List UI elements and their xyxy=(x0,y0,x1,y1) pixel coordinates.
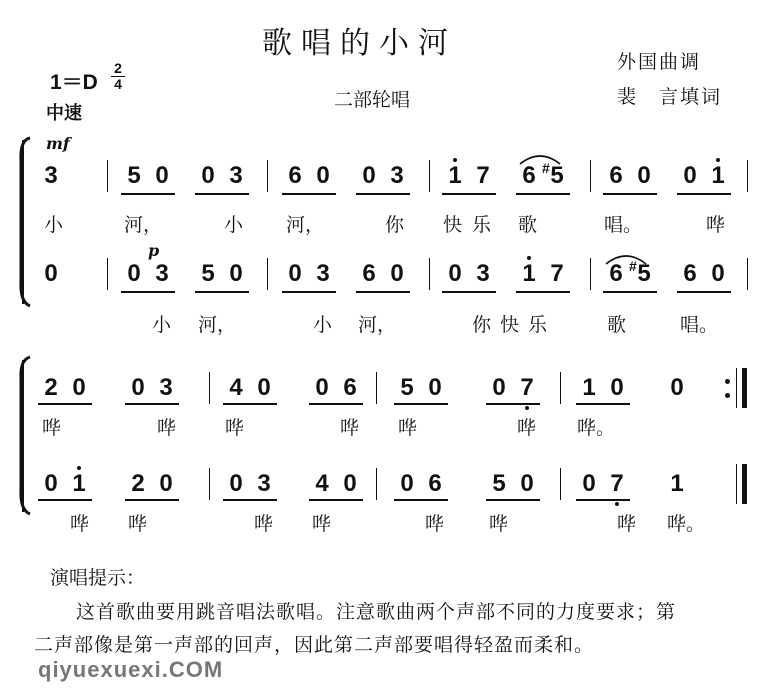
note: 3 xyxy=(476,260,490,287)
beam xyxy=(223,499,277,501)
note: 0 xyxy=(343,470,357,497)
composer-credit: 外国曲调 xyxy=(617,51,702,73)
barline xyxy=(107,160,108,192)
note: 0 xyxy=(711,260,725,287)
note: 6 xyxy=(343,374,357,401)
note: 0 xyxy=(683,162,697,189)
lyric: 哗 xyxy=(517,417,537,439)
note: 0 xyxy=(288,260,302,287)
lyric: 快 xyxy=(500,314,520,336)
lyric: 你 xyxy=(472,314,492,336)
note: 1 xyxy=(670,470,684,497)
beam xyxy=(576,403,630,405)
beam xyxy=(282,193,336,195)
note-sharp: # 5 xyxy=(542,160,564,189)
note-digit: 7 xyxy=(520,374,534,401)
final-barline-thin xyxy=(736,368,737,408)
barline xyxy=(267,258,268,290)
note: 6 xyxy=(609,162,623,189)
beam xyxy=(603,193,657,195)
time-signature-numerator: 2 xyxy=(114,60,122,76)
repeat-dot xyxy=(725,379,730,384)
note: 0 xyxy=(637,162,651,189)
barline xyxy=(209,468,210,500)
final-barline-thin xyxy=(736,464,737,504)
beam xyxy=(309,403,363,405)
lyric: 哗 xyxy=(157,417,177,439)
note: 7 xyxy=(550,260,564,287)
lyric: 哗 xyxy=(398,417,418,439)
lyric: 哗 xyxy=(42,417,62,439)
note-sharp: # 5 xyxy=(629,258,651,287)
barline xyxy=(747,160,748,192)
lyric: 哗 xyxy=(128,513,148,535)
lyric: 哗 xyxy=(706,214,726,236)
beam xyxy=(38,403,92,405)
lyric: 河， xyxy=(198,314,237,336)
note: 6 xyxy=(362,260,376,287)
note: 3 xyxy=(44,162,58,189)
note-digit: 7 xyxy=(610,470,624,497)
note: 1 xyxy=(582,374,596,401)
lyric: 哗 xyxy=(70,513,90,535)
beam xyxy=(125,499,179,501)
beam xyxy=(121,291,175,293)
note: 4 xyxy=(229,374,243,401)
lyric: 河， xyxy=(124,214,163,236)
note: 0 xyxy=(362,162,376,189)
note: 5 xyxy=(492,470,506,497)
barline xyxy=(267,160,268,192)
lyric: 哗 xyxy=(254,513,274,535)
note-low xyxy=(518,376,536,400)
lyric: 哗 xyxy=(225,417,245,439)
note: 0 xyxy=(201,162,215,189)
note: 4 xyxy=(315,470,329,497)
lyric: 哗 xyxy=(312,513,332,535)
beam xyxy=(125,403,179,405)
note: 0 xyxy=(44,260,58,287)
beam xyxy=(282,291,336,293)
note: 6 xyxy=(428,470,442,497)
barline xyxy=(560,372,561,404)
note: 0 xyxy=(390,260,404,287)
note: 3 xyxy=(390,162,404,189)
note: 2 xyxy=(131,470,145,497)
barline xyxy=(429,258,430,290)
note: 0 xyxy=(448,260,462,287)
lyric: 河， xyxy=(286,214,325,236)
beam xyxy=(516,193,570,195)
beam xyxy=(38,499,92,501)
note: 3 xyxy=(229,162,243,189)
tips-line-1: 这首歌曲要用跳音唱法歌唱。注意歌曲两个声部不同的力度要求；第 xyxy=(76,601,677,623)
lyricist-credit: 裴 言填词 xyxy=(617,86,723,108)
note: 0 xyxy=(316,162,330,189)
barline xyxy=(590,160,591,192)
note-digit: 5 xyxy=(550,162,564,189)
note: 0 xyxy=(159,470,173,497)
note: 2 xyxy=(44,374,58,401)
lyric: 唱。 xyxy=(604,214,643,236)
note: 5 xyxy=(400,374,414,401)
barline xyxy=(107,258,108,290)
note: 0 xyxy=(72,374,86,401)
song-subtitle: 二部轮唱 xyxy=(334,89,411,111)
lyric: 歌 xyxy=(518,214,538,236)
beam xyxy=(356,193,410,195)
note-high xyxy=(520,262,538,286)
repeat-dot xyxy=(725,393,730,398)
note-digit: 5 xyxy=(637,260,651,287)
note: 0 xyxy=(229,470,243,497)
time-signature-denominator: 4 xyxy=(114,76,122,92)
lyric: 哗 xyxy=(617,513,637,535)
note-low xyxy=(608,472,626,496)
note: 6 xyxy=(288,162,302,189)
barline xyxy=(209,372,210,404)
dynamic-p: p xyxy=(148,241,160,260)
beam xyxy=(309,499,363,501)
note-high xyxy=(446,164,464,188)
note: 6 xyxy=(522,162,536,189)
tips-line-2: 二声部像是第一声部的回声，因此第二声部要唱得轻盈而柔和。 xyxy=(34,634,595,656)
note: 0 xyxy=(229,260,243,287)
final-barline-thick xyxy=(742,368,747,408)
note-high xyxy=(70,472,88,496)
barline xyxy=(376,468,377,500)
beam xyxy=(516,291,570,293)
note-high xyxy=(709,164,727,188)
lyric: 河， xyxy=(358,314,397,336)
note: 6 xyxy=(609,260,623,287)
lyric: 哗。 xyxy=(667,513,706,535)
note: 0 xyxy=(610,374,624,401)
note: 0 xyxy=(582,470,596,497)
beam xyxy=(486,403,540,405)
beam xyxy=(195,193,249,195)
beam xyxy=(677,193,731,195)
note: 3 xyxy=(155,260,169,287)
note: 5 xyxy=(127,162,141,189)
note-digit: 1 xyxy=(522,260,536,287)
barline xyxy=(590,258,591,290)
watermark: qiyuexuexi.COM xyxy=(38,657,224,682)
barline xyxy=(560,468,561,500)
dynamic-mf: mf xyxy=(46,134,70,153)
barline xyxy=(747,258,748,290)
note: 0 xyxy=(155,162,169,189)
final-barline-thick xyxy=(742,464,747,504)
lyric: 你 xyxy=(385,214,405,236)
note: 0 xyxy=(670,374,684,401)
note: 0 xyxy=(492,374,506,401)
note: 3 xyxy=(316,260,330,287)
beam xyxy=(356,291,410,293)
note: 0 xyxy=(44,470,58,497)
lyric: 快 xyxy=(443,214,463,236)
beam xyxy=(677,291,731,293)
beam xyxy=(195,291,249,293)
note-digit: 1 xyxy=(448,162,462,189)
beam xyxy=(486,499,540,501)
note: 0 xyxy=(520,470,534,497)
note: 0 xyxy=(428,374,442,401)
note-digit: 1 xyxy=(72,470,86,497)
note-digit: 1 xyxy=(711,162,725,189)
note: 0 xyxy=(315,374,329,401)
lyric: 小 xyxy=(313,314,333,336)
lyric: 乐 xyxy=(472,214,492,236)
note: 0 xyxy=(400,470,414,497)
note: 0 xyxy=(127,260,141,287)
lyric: 唱。 xyxy=(680,314,719,336)
note: 6 xyxy=(683,260,697,287)
key-signature: 1＝D xyxy=(50,71,98,94)
note: 3 xyxy=(159,374,173,401)
beam xyxy=(223,403,277,405)
lyric: 歌 xyxy=(607,314,627,336)
note: 7 xyxy=(476,162,490,189)
barline xyxy=(376,372,377,404)
beam xyxy=(121,193,175,195)
lyric: 小 xyxy=(224,214,244,236)
note: 0 xyxy=(257,374,271,401)
lyric: 哗。 xyxy=(577,417,616,439)
beam xyxy=(394,403,448,405)
beam xyxy=(442,291,496,293)
song-title: 歌唱的小河 xyxy=(262,26,457,61)
tempo-marking: 中速 xyxy=(46,103,82,124)
lyric: 哗 xyxy=(340,417,360,439)
lyric: 小 xyxy=(152,314,172,336)
note: 0 xyxy=(131,374,145,401)
note: 3 xyxy=(257,470,271,497)
beam xyxy=(442,193,496,195)
beam xyxy=(603,291,657,293)
beam xyxy=(576,499,630,501)
lyric: 乐 xyxy=(528,314,548,336)
tips-heading: 演唱提示： xyxy=(50,567,146,589)
lyric: 哗 xyxy=(425,513,445,535)
lyric: 小 xyxy=(44,214,64,236)
lyric: 哗 xyxy=(489,513,509,535)
beam xyxy=(394,499,448,501)
note: 5 xyxy=(201,260,215,287)
barline xyxy=(429,160,430,192)
